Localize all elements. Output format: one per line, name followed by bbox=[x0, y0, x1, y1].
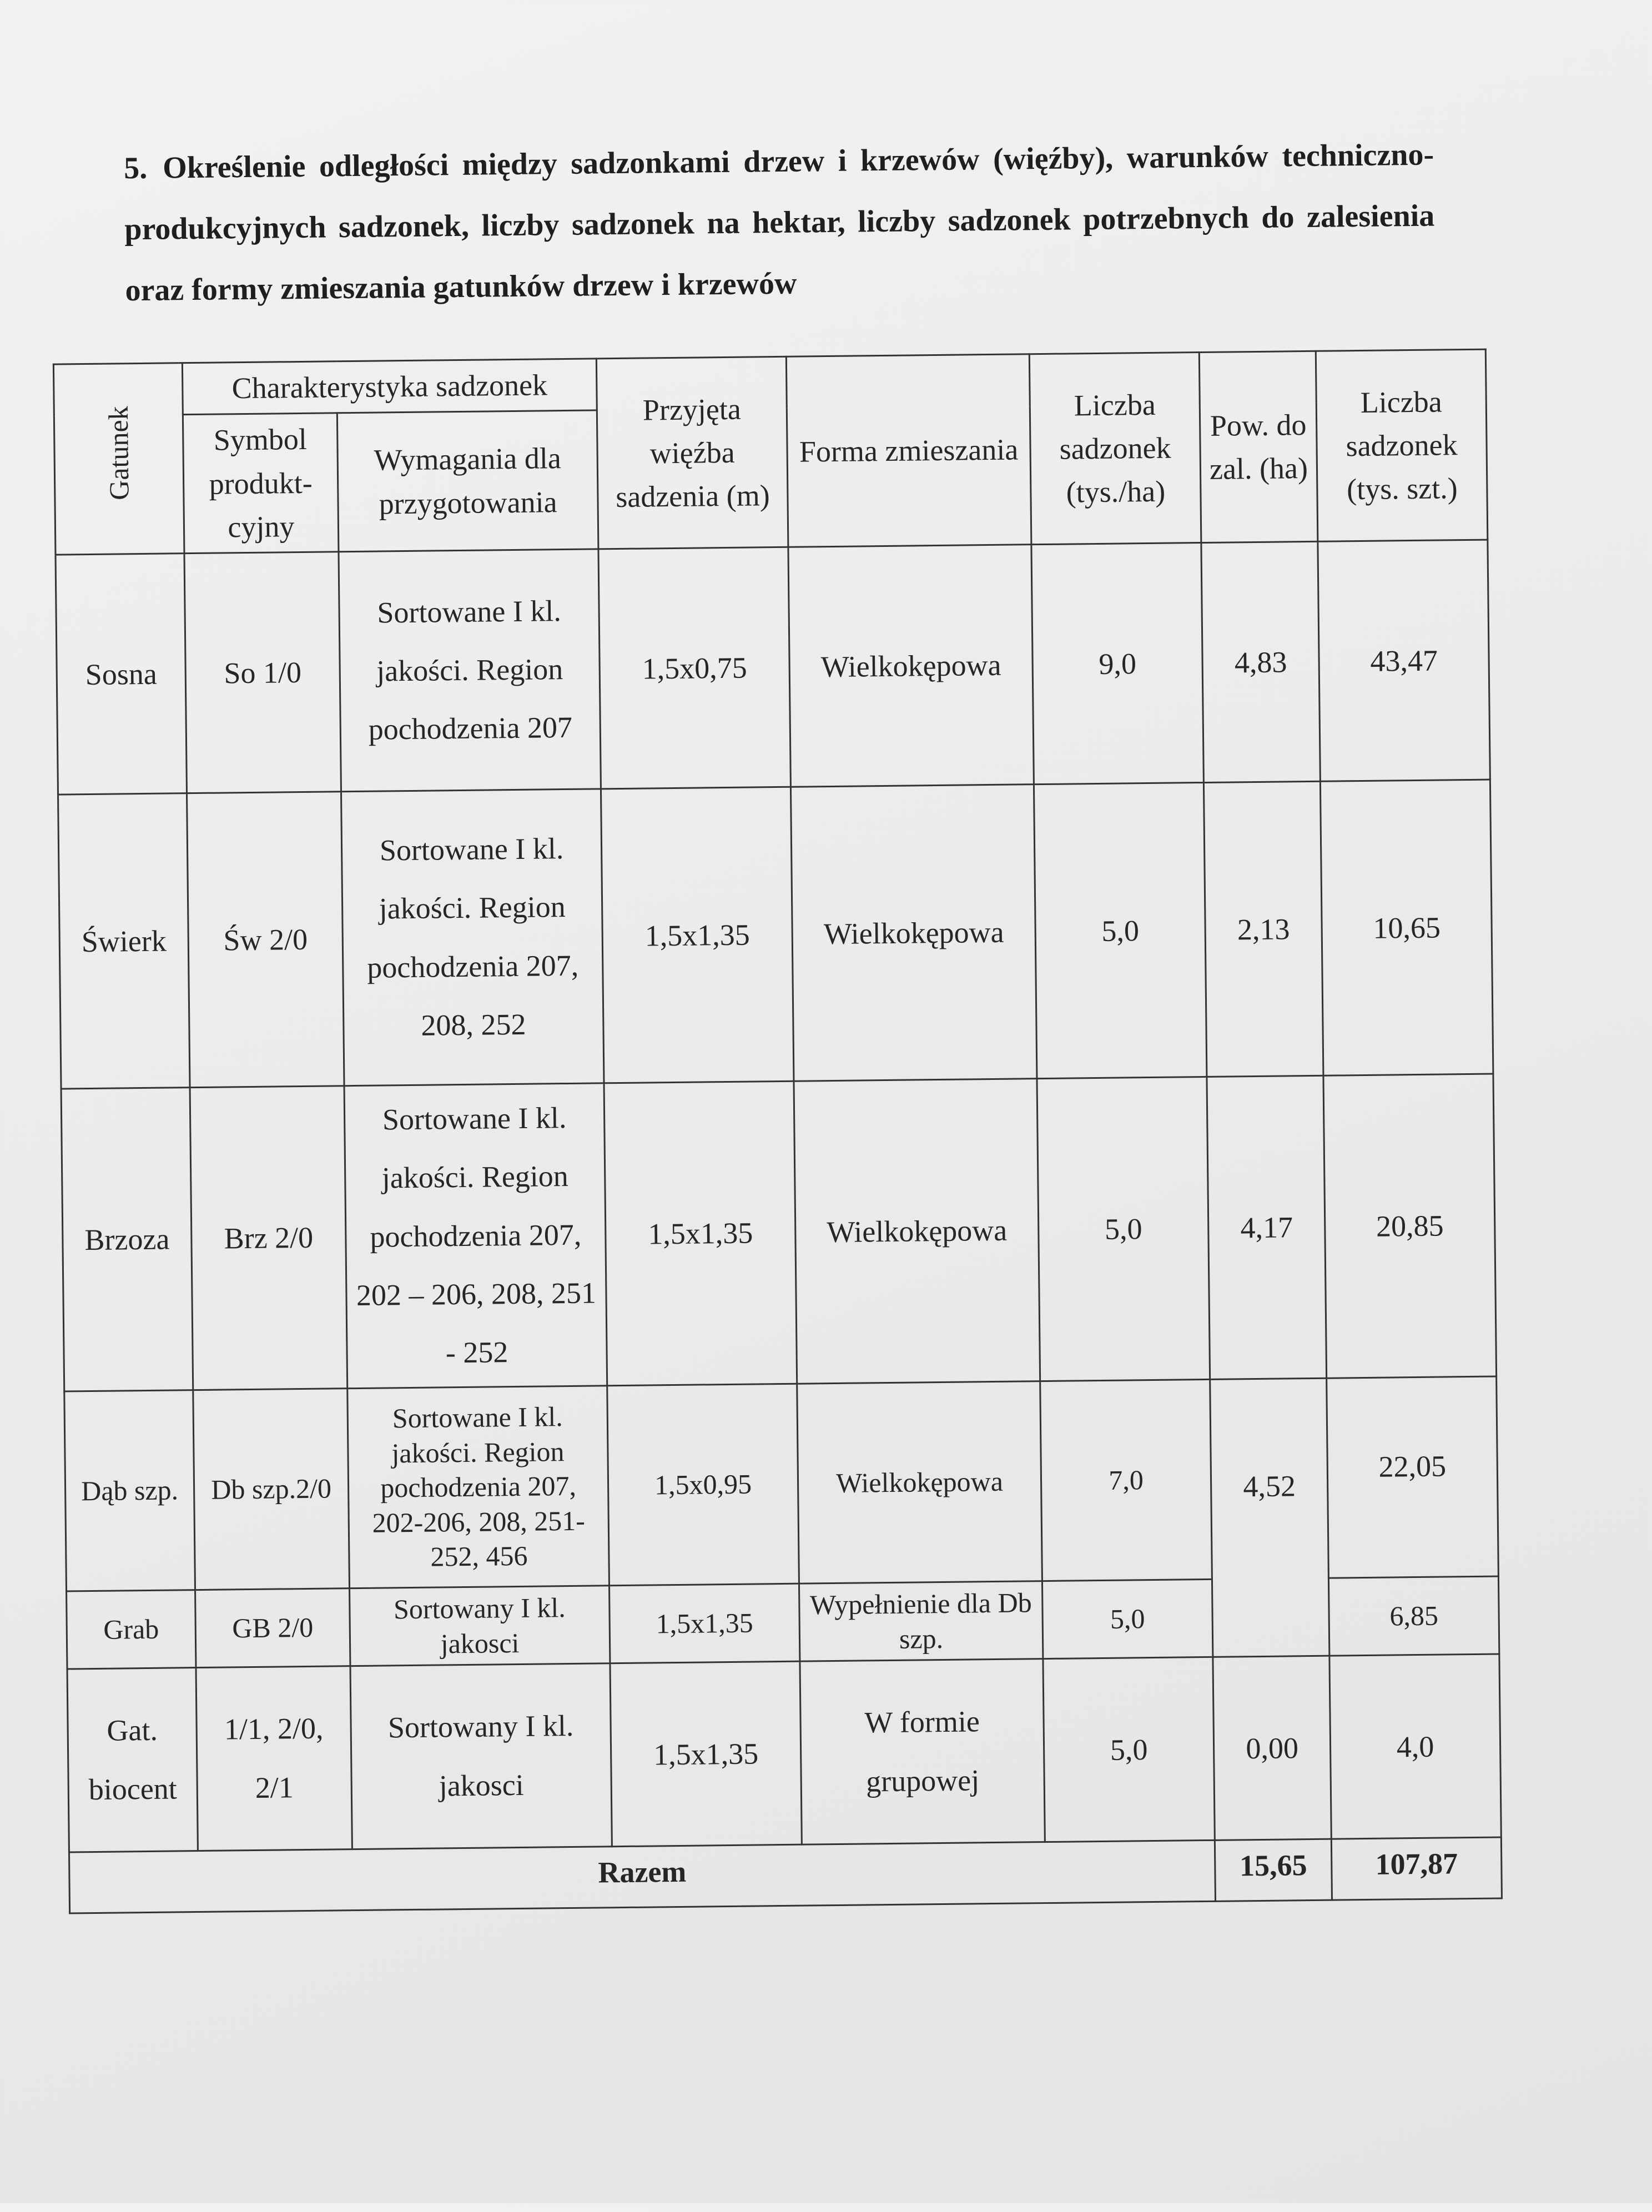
cell-wymagania: Sortowany I kl. jakosci bbox=[350, 1586, 610, 1666]
cell-forma: Wypełnienie dla Db szp. bbox=[799, 1581, 1042, 1662]
header-forma: Forma zmieszania bbox=[786, 354, 1031, 547]
cell-gatunek: Świerk bbox=[58, 793, 190, 1089]
cell-liczba-ha: 5,0 bbox=[1043, 1657, 1215, 1842]
cell-gatunek: Dąb szp. bbox=[64, 1390, 195, 1591]
cell-symbol: GB 2/0 bbox=[195, 1588, 350, 1668]
cell-forma: Wielkokępowa bbox=[797, 1381, 1042, 1584]
cell-pow: 0,00 bbox=[1213, 1656, 1331, 1840]
cell-pow: 4,83 bbox=[1201, 541, 1321, 782]
cell-pow: 2,13 bbox=[1203, 781, 1323, 1077]
header-pow: Pow. do zal. (ha) bbox=[1199, 351, 1318, 542]
cell-forma: Wielkokępowa bbox=[790, 785, 1037, 1082]
cell-gatunek: Grab bbox=[67, 1590, 196, 1669]
cell-symbol: Św 2/0 bbox=[187, 792, 345, 1088]
cell-wiezba: 1,5x1,35 bbox=[601, 787, 794, 1083]
header-gatunek: Gatunek bbox=[102, 405, 135, 500]
cell-wiezba: 1,5x1,35 bbox=[604, 1081, 797, 1386]
cell-wymagania: Sortowany I kl. jakosci bbox=[350, 1663, 612, 1849]
total-liczba-szt: 107,87 bbox=[1331, 1837, 1502, 1900]
cell-forma: Wielkokępowa bbox=[788, 545, 1034, 787]
cell-wiezba: 1,5x1,35 bbox=[610, 1583, 800, 1663]
cell-wymagania: Sortowane I kl. jakości. Region pochodzenia 207, 202-206, 208, 251-252, 456 bbox=[347, 1386, 610, 1588]
cell-forma: Wielkokępowa bbox=[794, 1079, 1040, 1384]
cell-liczba-ha: 9,0 bbox=[1031, 543, 1204, 785]
cell-wymagania: Sortowane I kl. jakości. Region pochodzenia 207, 202 – 206, 208, 251 - 252 bbox=[344, 1083, 607, 1389]
cell-symbol: So 1/0 bbox=[184, 552, 341, 793]
header-row-1 bbox=[53, 349, 1486, 416]
header-liczba-ha: Liczba sadzonek (tys./ha) bbox=[1029, 353, 1201, 545]
section-title: Określenie odległości między sadzonkami drzew i krzewów (więźby), warunków techniczno-produkcyjnych sadzonek, liczby sadzonek na hektar, liczby sadzonek potrzebnych do zalesienia oraz formy zmieszania gatunków drzew i krzewów bbox=[124, 137, 1435, 308]
header-wymagania: Wymagania dla przygotowania bbox=[337, 410, 598, 552]
header-liczba-szt: Liczba sadzonek (tys. szt.) bbox=[1316, 349, 1488, 541]
table-row bbox=[56, 540, 1490, 795]
table-row bbox=[61, 1074, 1497, 1391]
planting-table bbox=[53, 349, 1503, 1914]
section-heading bbox=[124, 124, 1436, 321]
cell-symbol: Brz 2/0 bbox=[190, 1086, 347, 1390]
cell-liczba-szt: 20,85 bbox=[1323, 1074, 1497, 1378]
cell-liczba-szt: 10,65 bbox=[1320, 780, 1493, 1075]
header-gatunek-cell bbox=[53, 363, 184, 555]
total-pow: 15,65 bbox=[1215, 1839, 1332, 1901]
cell-liczba-ha: 5,0 bbox=[1042, 1580, 1212, 1659]
cell-wiezba: 1,5x0,75 bbox=[598, 547, 791, 789]
cell-liczba-szt: 43,47 bbox=[1318, 540, 1490, 781]
header-wiezba: Przyjęta więźba sadzenia (m) bbox=[596, 356, 788, 549]
cell-forma: W formie grupowej bbox=[800, 1659, 1045, 1845]
section-number: 5. bbox=[123, 150, 148, 186]
cell-liczba-szt: 22,05 bbox=[1327, 1376, 1499, 1578]
header-symbol: Symbol produkt-cyjny bbox=[183, 413, 339, 554]
cell-symbol: 1/1, 2/0, 2/1 bbox=[196, 1666, 352, 1851]
table-row bbox=[58, 780, 1493, 1089]
cell-pow: 4,17 bbox=[1207, 1075, 1327, 1379]
cell-wymagania: Sortowane I kl. jakości. Region pochodzenia 207, 208, 252 bbox=[341, 789, 604, 1086]
cell-wiezba: 1,5x0,95 bbox=[607, 1384, 799, 1586]
table-row bbox=[64, 1376, 1499, 1591]
total-label: Razem bbox=[69, 1841, 1215, 1914]
cell-gatunek: Gat. biocent bbox=[67, 1668, 198, 1852]
cell-wymagania: Sortowane I kl. jakości. Region pochodzenia 207 bbox=[339, 549, 601, 792]
cell-liczba-ha: 5,0 bbox=[1034, 783, 1207, 1079]
cell-pow-merged: 4,52 bbox=[1210, 1378, 1329, 1657]
table-row bbox=[67, 1654, 1501, 1852]
cell-liczba-ha: 7,0 bbox=[1040, 1380, 1212, 1581]
header-charakterystyka: Charakterystyka sadzonek bbox=[182, 359, 597, 415]
cell-gatunek: Brzoza bbox=[61, 1088, 193, 1391]
cell-gatunek: Sosna bbox=[56, 554, 187, 795]
cell-liczba-szt: 4,0 bbox=[1329, 1654, 1501, 1839]
cell-liczba-ha: 5,0 bbox=[1037, 1077, 1210, 1381]
cell-liczba-szt: 6,85 bbox=[1328, 1576, 1499, 1656]
cell-wiezba: 1,5x1,35 bbox=[610, 1661, 802, 1847]
cell-symbol: Db szp.2/0 bbox=[193, 1389, 350, 1590]
